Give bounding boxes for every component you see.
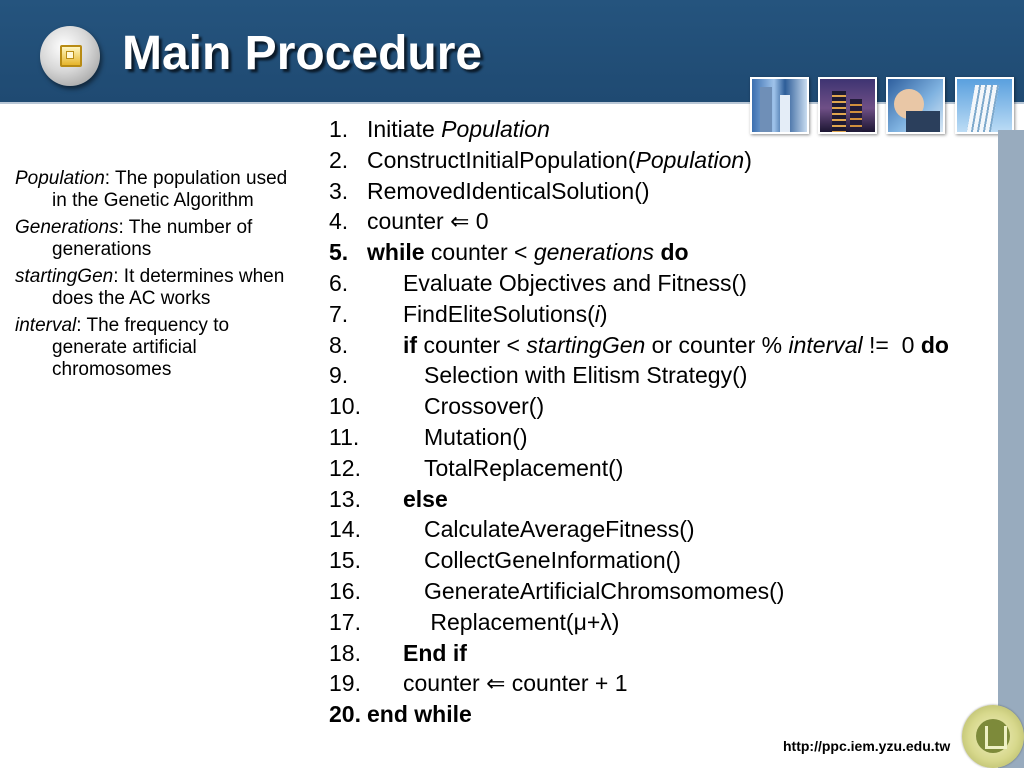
code-text: RemovedIdenticalSolution()	[367, 177, 650, 204]
step-number: 4.	[329, 208, 349, 235]
step-text	[403, 270, 747, 296]
step-text	[367, 701, 472, 727]
step-number: 3.	[329, 177, 349, 204]
step-number: 7.	[329, 300, 349, 327]
code-text: counter ⇐ 0	[367, 208, 489, 235]
code-text: or counter %	[645, 331, 789, 358]
code-text: counter <	[417, 331, 527, 358]
code-text: TotalReplacement()	[424, 454, 624, 481]
keyword: End if	[403, 639, 467, 666]
step-text	[367, 208, 489, 234]
code-text: Initiate	[367, 116, 442, 142]
code-text: Evaluate Objectives and Fitness()	[403, 269, 747, 296]
algorithm-step	[329, 206, 949, 237]
footer-url: http://ppc.iem.yzu.edu.tw	[783, 738, 951, 754]
step-number: 11.	[329, 423, 360, 450]
step-number: 8.	[329, 331, 349, 358]
step-text	[403, 670, 628, 696]
variable-name: generations	[533, 239, 655, 266]
variable-name: interval	[788, 331, 863, 358]
definition-item	[15, 217, 305, 261]
step-text	[424, 516, 695, 542]
algorithm-step	[329, 514, 949, 545]
step-number: 2.	[329, 146, 349, 173]
step-number: 5.	[329, 239, 349, 266]
step-text	[403, 332, 949, 358]
keyword: else	[403, 485, 448, 512]
algorithm-step	[329, 545, 949, 576]
algorithm-steps	[329, 114, 949, 730]
definition-term: interval	[15, 315, 77, 336]
step-number: 18.	[329, 639, 361, 666]
step-text	[424, 393, 544, 419]
step-number: 1.	[329, 116, 349, 142]
square-in-circle-icon	[40, 26, 100, 86]
step-text	[424, 578, 784, 604]
algorithm-step	[329, 607, 949, 638]
algorithm-step	[329, 576, 949, 607]
keyword: do	[660, 239, 689, 266]
algorithm-step	[329, 360, 949, 391]
step-text	[403, 486, 448, 512]
step-text	[424, 609, 619, 635]
step-text	[367, 178, 650, 204]
algorithm-step	[329, 299, 949, 330]
definition-item	[15, 266, 305, 310]
definition-text: : The frequency to generate artificial chromosomes	[52, 315, 230, 380]
step-number: 6.	[329, 269, 349, 296]
algorithm-step	[329, 484, 949, 515]
code-text: Crossover()	[424, 393, 545, 420]
code-text: )	[744, 146, 752, 173]
skyscraper-photo-thumbnail	[955, 77, 1014, 134]
step-number: 16.	[329, 577, 361, 604]
keyword: while	[367, 239, 425, 266]
code-text: CalculateAverageFitness()	[424, 516, 695, 543]
step-text	[424, 547, 681, 573]
step-text	[367, 116, 550, 142]
code-text: ConstructInitialPopulation(	[367, 146, 636, 173]
definition-text: : It determines when does the AC works	[52, 266, 285, 309]
algorithm-step	[329, 638, 949, 669]
definition-term: Generations	[15, 217, 119, 238]
step-number: 10.	[329, 393, 361, 420]
step-text	[403, 301, 608, 327]
algorithm-step	[329, 114, 949, 145]
definition-term: Population	[15, 168, 105, 189]
algorithm-step	[329, 330, 949, 361]
algorithm-step	[329, 668, 949, 699]
slide-title: Main Procedure	[122, 27, 483, 80]
algorithm-step	[329, 145, 949, 176]
code-text: != 0	[862, 331, 921, 358]
definition-text: : The population used in the Genetic Algorithm	[52, 168, 288, 211]
algorithm-step	[329, 699, 949, 730]
code-text: counter ⇐ counter + 1	[403, 670, 628, 697]
definition-item	[15, 315, 305, 381]
step-number: 13.	[329, 485, 361, 512]
step-text	[424, 424, 528, 450]
step-text	[424, 362, 747, 388]
code-text: Replacement(μ+λ)	[424, 608, 620, 635]
algorithm-step	[329, 422, 949, 453]
algorithm-step	[329, 268, 949, 299]
code-text: CollectGeneInformation()	[424, 547, 681, 574]
step-text	[403, 640, 467, 666]
step-number: 17.	[329, 608, 361, 635]
variable-name: i	[594, 300, 600, 327]
step-number: 20.	[329, 701, 361, 728]
definition-term: startingGen	[15, 266, 114, 287]
step-number: 12.	[329, 454, 361, 481]
step-number: 19.	[329, 670, 361, 697]
definition-text: : The number of generations	[52, 217, 253, 260]
code-text: Selection with Elitism Strategy()	[424, 362, 748, 389]
code-text: FindEliteSolutions(	[403, 300, 595, 327]
step-number: 9.	[329, 362, 349, 389]
step-text	[424, 455, 623, 481]
step-text	[367, 147, 752, 173]
step-number: 14.	[329, 516, 361, 543]
keyword: do	[920, 331, 949, 358]
keyword: if	[403, 331, 418, 358]
code-text: GenerateArtificialChromsomomes()	[424, 577, 785, 604]
university-seal-logo	[962, 705, 1024, 768]
step-text	[367, 239, 689, 265]
code-text: counter <	[424, 239, 534, 266]
variable-name: startingGen	[526, 331, 646, 358]
definitions-list	[15, 168, 305, 386]
variable-name: Population	[441, 116, 550, 142]
keyword: end while	[367, 701, 472, 728]
algorithm-step	[329, 237, 949, 268]
code-text: )	[599, 300, 608, 327]
step-number: 15.	[329, 547, 361, 574]
algorithm-step	[329, 176, 949, 207]
code-text: Mutation()	[424, 423, 528, 450]
algorithm-step	[329, 391, 949, 422]
variable-name: Population	[635, 146, 745, 173]
algorithm-step	[329, 453, 949, 484]
definition-item	[15, 168, 305, 212]
right-decorative-bar	[998, 130, 1024, 768]
